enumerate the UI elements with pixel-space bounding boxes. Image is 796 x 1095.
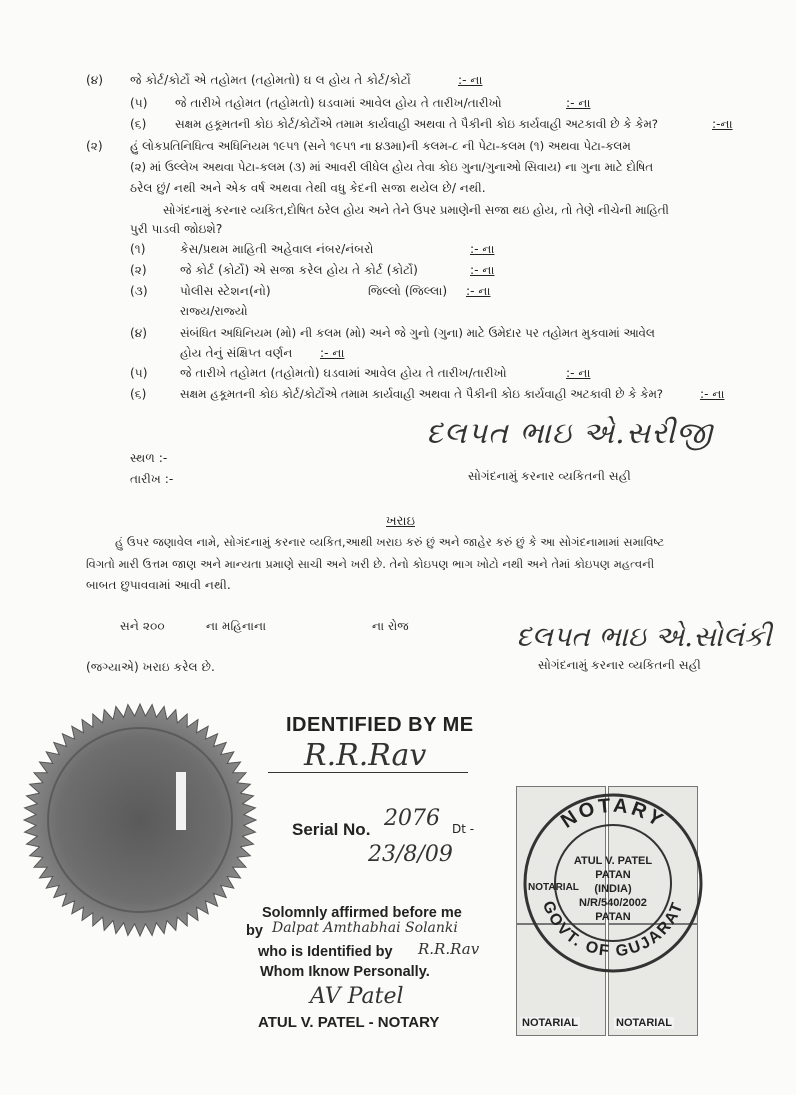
section-number: (૨) (86, 139, 103, 153)
by-label: by (246, 923, 263, 939)
section-para-line: (૨) માં ઉલ્લેખ અથવા પેટા-કલમ (૩) માં આવરી લીધેલ હોય તેવા કોઇ ગુના/ગુનાઓ સિવાય) ના ગુના માટે દોષિત (130, 160, 654, 174)
seal-bottom-text: GOVT. OF GUJARAT (538, 898, 688, 961)
item-number: (૧) (130, 242, 146, 256)
item-text: જે કોર્ટ/કોર્ટો એ તહોમત (તહોમતો) ઘ લ હોય તે કોર્ટ/કોર્ટો (130, 73, 411, 87)
signature-line (268, 772, 468, 773)
identified-by-stamp: IDENTIFIED BY ME (286, 714, 474, 736)
item-number: (૬) (130, 117, 147, 131)
item-answer: :- ના (470, 242, 495, 256)
section-para-line: હું લોકપ્રતિનિધિત્વ અધિનિયમ ૧૯૫૧ (સને ૧૯૫૧ ના ૪૩મા)ની કલમ-૮ ની પેટા-કલમ (૧) અથવા પેટા-કલમ (130, 139, 631, 153)
item-answer: :- ના (566, 96, 591, 110)
serial-value: 2076 (384, 806, 440, 831)
seal-top-text: NOTARY (557, 794, 669, 833)
verification-day: ના રોજ (372, 619, 409, 633)
whom-text: Whom Iknow Personally. (260, 964, 430, 980)
item-text: સક્ષમ હકૂમતની કોઇ કોર્ટ/કોર્ટોએ તમામ કાર્યવાહી અથવા તે પૈકીની કોઇ કાર્યવાહી અટકાવી છે કે કેમ? (175, 117, 659, 131)
serial-date: 23/8/09 (368, 842, 453, 867)
verification-line: વિગતો મારી ઉત્તમ જાણ અને માન્યતા પ્રમાણે સાચી અને ખરી છે. તેનો કોઇપણ ભાગ ખોટો નથી અને તેમાં કોઇપણ મહત્વની (86, 557, 655, 571)
notary-name: ATUL V. PATEL - NOTARY (258, 1014, 440, 1031)
verification-line: હું ઉપર જણાવેલ નામે, સોગંદનામું કરનાર વ્યકિત,આથી ખરાઇ કરું છું અને જાહેર કરું છું કે આ સોગંદનામામાં સમાવિષ્ટ (115, 535, 665, 549)
item-text: હોય તેનું સંક્ષિપ્ત વર્ણન (180, 346, 293, 360)
deponent-signature: દલપત ભાઇ એ.સરીજી (426, 416, 713, 451)
identifier-signature: R.R.Rav (304, 738, 427, 773)
item-text: જે કોર્ટ (કોર્ટો) એ સજા કરેલ હોય તે કોર્ટ (કોર્ટો) (180, 263, 418, 277)
identifier-initials: R.R.Rav (418, 940, 480, 958)
notary-seal-icon (520, 790, 706, 976)
section-para-line: સોગંદનામું કરનાર વ્યકિત,દોષિત ઠરેલ હોય અને તેને ઉપર પ્રમાણેની સજા થઇ હોય, તો તેણે નીચેની માહિતી (163, 203, 669, 217)
item-number: (૪) (130, 326, 148, 340)
svg-text:NOTARY (557, 795, 669, 833)
place-label: સ્થળ :- (130, 451, 168, 465)
item-number: (૩) (130, 284, 148, 298)
item-text: જે તારીખે તહોમત (તહોમતો) ઘડવામાં આવેલ હોય તે તારીખ/તારીખો (175, 96, 502, 110)
item-answer: :- ના (320, 346, 345, 360)
section-para-line: પુરી પાડવી જોઇશે? (130, 222, 223, 236)
deponent-name-handwritten: Dalpat Amthabhai Solanki (272, 920, 458, 936)
item-answer: :- ના (466, 284, 491, 298)
seal-country: (INDIA) (594, 883, 632, 895)
section-para-line: ઠરેલ છું/ નથી અને એક વર્ષ અથવા તેથી વધુ કેદની સજા થયેલ છે/ નથી. (130, 181, 486, 195)
seal-name: ATUL V. PATEL (573, 855, 653, 867)
verification-line: બાબત છુપાવવામાં આવી નથી. (86, 578, 231, 592)
item-answer: :-ના (712, 117, 733, 131)
solemn-text: Solomnly affirmed before me (262, 905, 462, 921)
deponent-signature-2: દલપત ભાઇ એ.સોલંકી (516, 620, 772, 653)
item-number: (૬) (130, 387, 147, 401)
item-answer: :- ના (566, 366, 591, 380)
item-text: જે તારીખે તહોમત (તહોમતો) ઘડવામાં આવેલ હોય તે તારીખ/તારીખો (180, 366, 507, 380)
item-text: જિલ્લો (જિલ્લા) (368, 284, 448, 298)
item-text: કેસ/પ્રથમ માહિતી અહેવાલ નંબર/નંબરો (180, 242, 374, 256)
serial-label: Serial No. (292, 820, 371, 839)
item-number: (૫) (130, 96, 148, 110)
seal-city: PATAN (595, 869, 631, 881)
item-text: રાજ્ય/રાજ્યો (180, 304, 248, 318)
identified-by-text: who is Identified by (258, 944, 393, 960)
signature-caption: સોગંદનામું કરનાર વ્યકિતની સહી (468, 469, 631, 483)
serial-date-label: Dt - (452, 822, 475, 836)
stamp-label: NOTARIAL (528, 882, 579, 893)
item-text: પોલીસ સ્ટેશન(નો) (180, 284, 271, 298)
verification-heading: ખરાઇ (386, 514, 415, 529)
seal-place: PATAN (595, 911, 631, 923)
item-answer: :- ના (700, 387, 725, 401)
item-text: સક્ષમ હકૂમતની કોઇ કોર્ટ/કોર્ટોએ તમામ કાર્યવાહી અથવા તે પૈકીની કોઇ કાર્યવાહી અટકાવી છે કે કેમ? (180, 387, 664, 401)
stamp-label: NOTARIAL (616, 1017, 673, 1029)
item-number: (૫) (130, 366, 148, 380)
stamp-label: NOTARIAL (522, 1017, 579, 1029)
item-number: (૪) (86, 73, 104, 87)
date-label: તારીખ :- (130, 472, 174, 486)
seal-reg-no: N/R/540/2002 (579, 897, 647, 909)
verification-month: ના મહિનાના (206, 619, 267, 633)
item-number: (૨) (130, 263, 147, 277)
embossed-seal-icon (20, 700, 260, 940)
notary-signature: AV Patel (310, 984, 404, 1009)
item-answer: :- ના (470, 263, 495, 277)
signature-caption: સોગંદનામું કરનાર વ્યકિતની સહી (538, 658, 701, 672)
verification-place: (જગ્યાએ) ખરાઇ કરેલ છે. (86, 660, 215, 674)
item-answer: :- ના (458, 73, 483, 87)
verification-year: સને ૨૦૦ (120, 619, 165, 633)
item-text: સંબંધિત અધિનિયમ (મો) ની કલમ (મો) અને જે ગુનો (ગુના) માટે ઉમેદાર પર તહોમત મુકવામાં આવેલ (180, 326, 655, 340)
